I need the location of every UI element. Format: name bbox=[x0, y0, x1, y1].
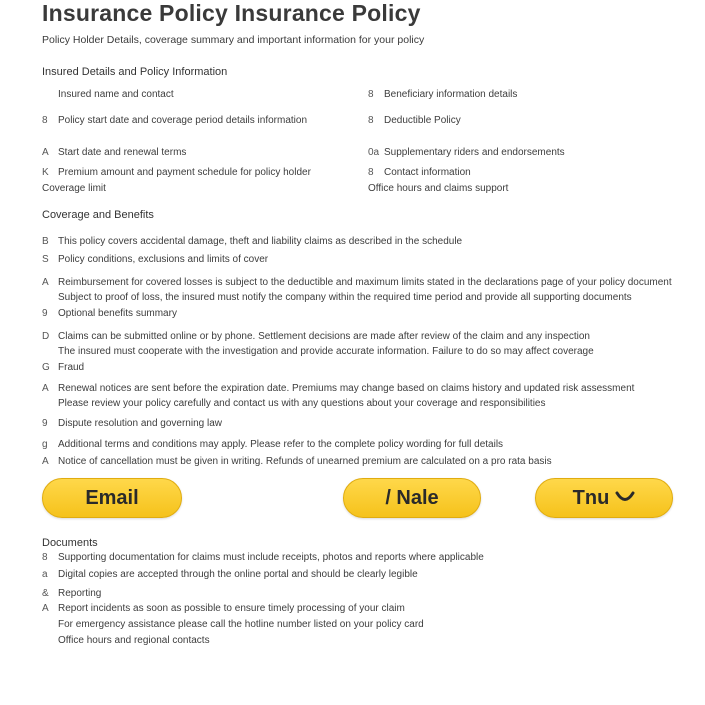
footer-text: For emergency assistance please call the hotline number listed on your policy card bbox=[58, 619, 424, 630]
info-left-item bbox=[42, 167, 311, 178]
coverage-text: Renewal notices are sent before the expiration date. Premiums may change based on claims history and updated risk assessment bbox=[58, 383, 635, 394]
bullet: 8 bbox=[368, 115, 374, 126]
bullet: A bbox=[42, 456, 49, 467]
info-right-text: Beneficiary information details bbox=[384, 89, 518, 100]
bullet: 9 bbox=[42, 308, 48, 319]
coverage-text: Please review your policy carefully and contact us with any questions about your coverage and responsibilities bbox=[58, 398, 546, 409]
coverage-line bbox=[42, 439, 503, 450]
bullet: & bbox=[42, 588, 49, 599]
coverage-text: The insured must cooperate with the investigation and provide accurate information. Failure to do so may affect coverage bbox=[58, 346, 594, 357]
bullet: A bbox=[42, 383, 49, 394]
smile-icon bbox=[615, 488, 635, 509]
documents-section-title: Documents bbox=[42, 537, 98, 549]
info-right-text: Office hours and claims support bbox=[368, 183, 509, 194]
coverage-line bbox=[42, 292, 632, 303]
footer-line bbox=[42, 588, 101, 599]
bullet: A bbox=[42, 277, 49, 288]
coverage-text: Reimbursement for covered losses is subject to the deductible and maximum limits stated in the declarations page of your policy document bbox=[58, 277, 672, 288]
bullet: A bbox=[42, 147, 49, 158]
coverage-section-title: Coverage and Benefits bbox=[42, 209, 154, 221]
page-title: Insurance Policy Insurance Policy bbox=[42, 0, 421, 26]
bullet: a bbox=[42, 569, 48, 580]
bullet: G bbox=[42, 362, 50, 373]
info-left-item bbox=[42, 89, 174, 100]
footer-text: Supporting documentation for claims must include receipts, photos and reports where applicable bbox=[58, 552, 484, 563]
submit-button[interactable] bbox=[535, 478, 673, 518]
bullet: S bbox=[42, 254, 49, 265]
bullet: 8 bbox=[368, 89, 374, 100]
info-right-text: Contact information bbox=[384, 167, 471, 178]
footer-line bbox=[42, 635, 210, 646]
coverage-line bbox=[42, 236, 462, 247]
coverage-text: Additional terms and conditions may apply. Please refer to the complete policy wording for full details bbox=[58, 439, 504, 450]
info-left-item bbox=[42, 147, 186, 158]
bullet: 0a bbox=[368, 147, 380, 158]
email-button-label: Email bbox=[85, 486, 139, 509]
footer-line bbox=[42, 603, 405, 614]
bullet: g bbox=[42, 439, 48, 450]
info-left-text: Premium amount and payment schedule for policy holder bbox=[58, 167, 311, 178]
page-subtitle: Policy Holder Details, coverage summary and important information for your policy bbox=[42, 34, 425, 46]
coverage-line bbox=[42, 398, 546, 409]
info-left-item bbox=[42, 115, 307, 126]
name-button-label: / Nale bbox=[385, 486, 439, 509]
info-left-text: Coverage limit bbox=[42, 183, 106, 194]
bullet: K bbox=[42, 167, 49, 178]
coverage-line bbox=[42, 331, 590, 342]
name-button[interactable] bbox=[343, 478, 481, 518]
bullet: 9 bbox=[42, 418, 48, 429]
footer-line bbox=[42, 569, 418, 580]
footer-text: Report incidents as soon as possible to ensure timely processing of your claim bbox=[58, 603, 405, 614]
bullet: 8 bbox=[42, 115, 48, 126]
coverage-text: Fraud bbox=[58, 362, 85, 373]
info-left-text: Start date and renewal terms bbox=[58, 147, 187, 158]
coverage-line bbox=[42, 456, 552, 467]
info-right-item bbox=[368, 183, 508, 194]
bullet: B bbox=[42, 236, 49, 247]
info-left-text: Policy start date and coverage period details information bbox=[58, 115, 308, 126]
email-button[interactable] bbox=[42, 478, 182, 518]
info-right-text: Deductible Policy bbox=[384, 115, 461, 126]
info-section-title: Insured Details and Policy Information bbox=[42, 66, 228, 78]
info-right-item bbox=[368, 115, 461, 126]
bullet: 8 bbox=[368, 167, 374, 178]
coverage-line bbox=[42, 254, 268, 265]
coverage-line bbox=[42, 308, 177, 319]
info-right-item bbox=[368, 167, 471, 178]
footer-text: Reporting bbox=[58, 588, 102, 599]
info-left-item bbox=[42, 183, 106, 194]
bullet: 8 bbox=[42, 552, 48, 563]
bullet: A bbox=[42, 603, 49, 614]
coverage-line bbox=[42, 277, 672, 288]
coverage-text: Dispute resolution and governing law bbox=[58, 418, 222, 429]
coverage-text: Optional benefits summary bbox=[58, 308, 177, 319]
footer-line bbox=[42, 619, 424, 630]
coverage-text: Subject to proof of loss, the insured must notify the company within the required time period and provide all supporting documents bbox=[58, 292, 632, 303]
coverage-line bbox=[42, 383, 634, 394]
coverage-text: Claims can be submitted online or by phone. Settlement decisions are made after review of the claim and any inspection bbox=[58, 331, 590, 342]
coverage-text: This policy covers accidental damage, theft and liability claims as described in the schedule bbox=[58, 236, 463, 247]
info-left-text: Insured name and contact bbox=[58, 89, 174, 100]
info-right-item bbox=[368, 147, 565, 158]
coverage-line bbox=[42, 362, 84, 373]
footer-text: Office hours and regional contacts bbox=[58, 635, 210, 646]
footer-line bbox=[42, 552, 484, 563]
footer-text: Digital copies are accepted through the online portal and should be clearly legible bbox=[58, 569, 418, 580]
coverage-line bbox=[42, 346, 594, 357]
bullet: D bbox=[42, 331, 50, 342]
coverage-text: Policy conditions, exclusions and limits of cover bbox=[58, 254, 269, 265]
coverage-text: Notice of cancellation must be given in writing. Refunds of unearned premium are calculated on a pro rata basis bbox=[58, 456, 552, 467]
submit-button-label: Tnu bbox=[572, 486, 610, 509]
coverage-line bbox=[42, 418, 222, 429]
info-right-item bbox=[368, 89, 517, 100]
info-right-text: Supplementary riders and endorsements bbox=[384, 147, 565, 158]
